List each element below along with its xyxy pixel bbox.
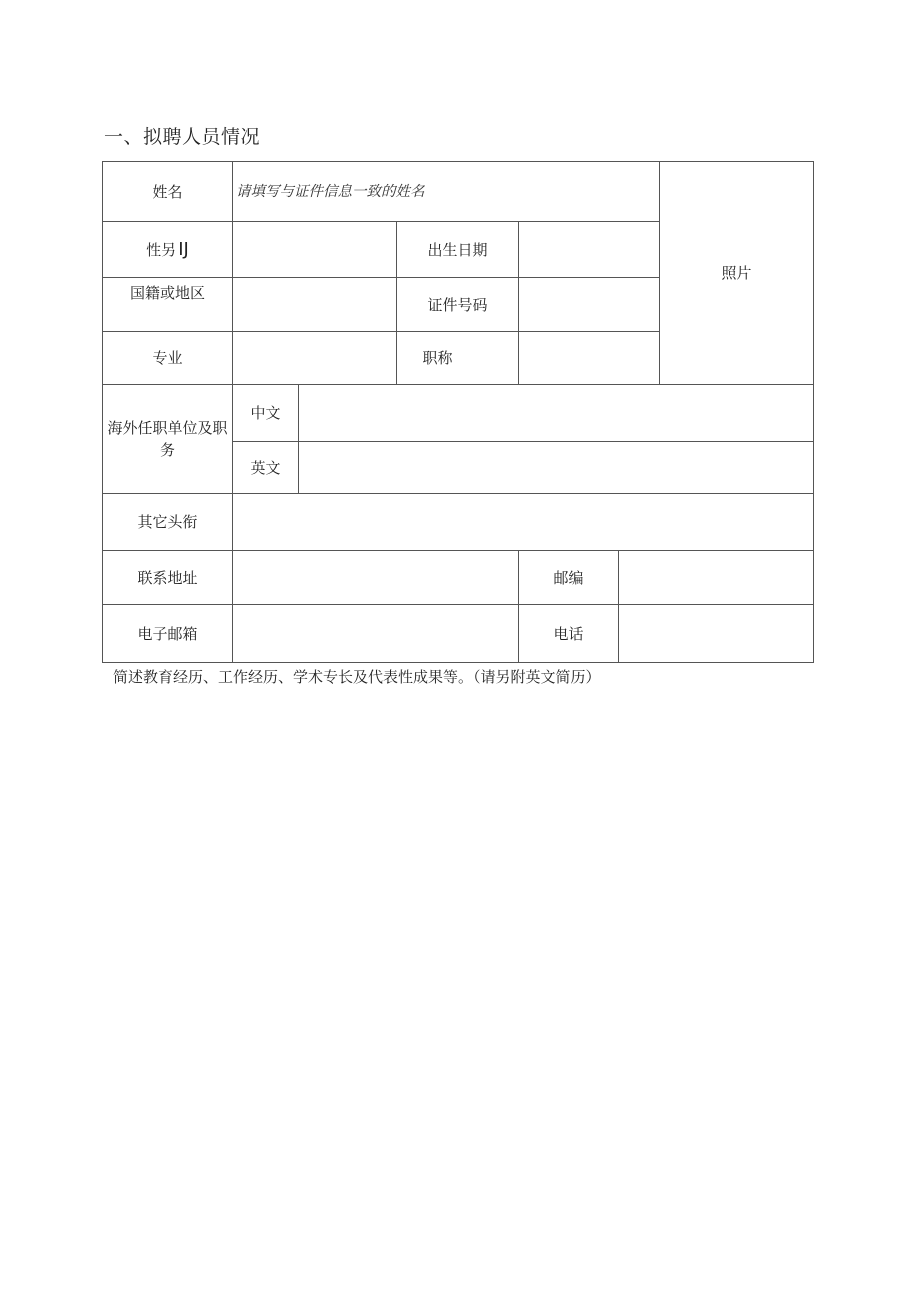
postcode-field[interactable] bbox=[618, 550, 814, 605]
id-number-field[interactable] bbox=[518, 277, 660, 332]
gender-label-mark: IJ bbox=[178, 238, 189, 260]
other-titles-field[interactable] bbox=[232, 493, 814, 551]
gender-field[interactable] bbox=[232, 221, 397, 278]
nationality-field[interactable] bbox=[232, 277, 397, 332]
resume-note: 简述教育经历、工作经历、学术专长及代表性成果等。（请另附英文简历） bbox=[113, 668, 601, 686]
name-field[interactable] bbox=[232, 161, 660, 222]
phone-label: 电话 bbox=[518, 604, 619, 663]
overseas-position-label: 海外任职单位及职务 bbox=[102, 384, 233, 494]
birthdate-field[interactable] bbox=[518, 221, 660, 278]
title-field[interactable] bbox=[518, 331, 660, 385]
overseas-english-label: 英文 bbox=[232, 441, 299, 494]
gender-label bbox=[102, 221, 233, 278]
phone-field[interactable] bbox=[618, 604, 814, 663]
id-number-label: 证件号码 bbox=[396, 277, 519, 332]
postcode-label: 邮编 bbox=[518, 550, 619, 605]
name-placeholder: 请填写与证件信息一致的姓名 bbox=[236, 183, 425, 200]
name-label: 姓名 bbox=[102, 161, 233, 222]
nationality-label: 国籍或地区 bbox=[102, 277, 233, 332]
email-field[interactable] bbox=[232, 604, 519, 663]
address-field[interactable] bbox=[232, 550, 519, 605]
overseas-chinese-label: 中文 bbox=[232, 384, 299, 442]
major-label: 专业 bbox=[102, 331, 233, 385]
title-label-text: 职称 bbox=[422, 349, 453, 367]
other-titles-label: 其它头衔 bbox=[102, 493, 233, 551]
section-title: 一、拟聘人员情况 bbox=[104, 126, 261, 148]
email-label: 电子邮箱 bbox=[102, 604, 233, 663]
overseas-english-field[interactable] bbox=[298, 441, 814, 494]
overseas-chinese-field[interactable] bbox=[298, 384, 814, 442]
birthdate-label: 出生日期 bbox=[396, 221, 519, 278]
photo-label: 照片 bbox=[721, 264, 752, 282]
address-label: 联系地址 bbox=[102, 550, 233, 605]
title-label bbox=[396, 331, 519, 385]
major-field[interactable] bbox=[232, 331, 397, 385]
gender-label-text: 性另 bbox=[146, 240, 177, 259]
photo-cell[interactable] bbox=[659, 161, 814, 385]
personal-info-form bbox=[102, 161, 814, 663]
